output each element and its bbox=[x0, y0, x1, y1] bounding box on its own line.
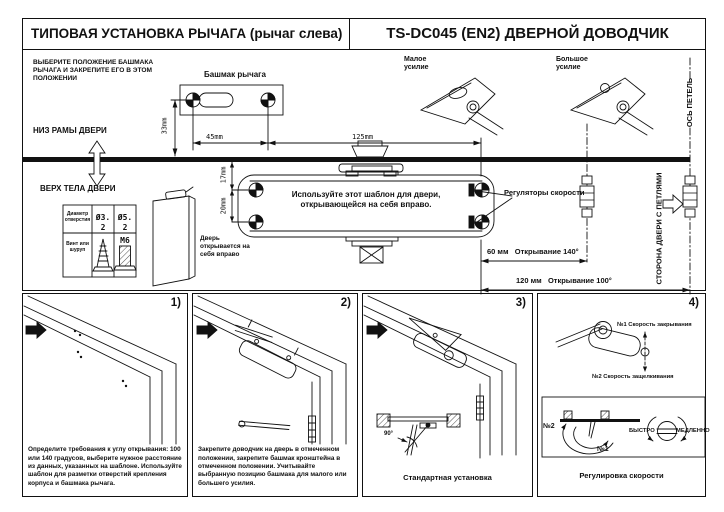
step3-number: 3) bbox=[515, 297, 526, 309]
closing-speed-label: №1 Скорость закрывания bbox=[617, 322, 692, 328]
sheet-title-left: ТИПОВАЯ УСТАНОВКА РЫЧАГА (рычаг слева) bbox=[22, 18, 349, 50]
speed-regulators-label: Регуляторы скорости bbox=[504, 188, 585, 197]
arm-shoe-label: Башмак рычага bbox=[204, 70, 266, 79]
small-force-label: Малое усилие bbox=[404, 56, 429, 72]
step1-text: Определите требования к углу открывания: 100 или 140 градусов, выберите нужное расстояние из данных, указанных на шаблоне. Используйте шаблон для разметки отверстий крепления корпуса и башмака рычага. bbox=[28, 446, 182, 487]
valve-2-label: №2 bbox=[543, 423, 555, 430]
dim-17mm: 17mm bbox=[219, 166, 228, 184]
sheet-title-right: TS-DC045 (EN2) ДВЕРНОЙ ДОВОДЧИК bbox=[349, 18, 706, 50]
hinge-side-label: СТОРОНА ДВЕРИ С ПЕТЛЯМИ bbox=[654, 172, 664, 285]
m6-label: М6 bbox=[120, 236, 130, 245]
hinge-axis-label: ОСЬ ПЕТЕЛЬ bbox=[685, 77, 695, 128]
closer-body-template bbox=[238, 166, 494, 263]
small-force-clamp bbox=[421, 78, 503, 135]
door-sketch bbox=[153, 187, 195, 286]
big-force-clamp bbox=[571, 78, 653, 135]
slow-label: МЕДЛЕННО bbox=[676, 428, 710, 434]
hole-diameter-header: Диаметр отверстия bbox=[64, 211, 91, 224]
step4-speed-adjust-drawing bbox=[542, 322, 705, 458]
screw-header: Винт или шуруп bbox=[66, 241, 89, 254]
template-note: Используйте этот шаблон для двери, открывающейся на себя вправо. bbox=[291, 190, 441, 209]
diameter-5-2: Ø5. 2 bbox=[117, 213, 133, 232]
step3-caption: Стандартная установка bbox=[403, 473, 492, 482]
step2-mounting-drawing bbox=[194, 296, 346, 444]
fast-label: БЫСТРО bbox=[629, 428, 655, 434]
double-arrow-icon bbox=[89, 141, 105, 186]
dimension-lines-body bbox=[232, 162, 248, 222]
diameter-3-2: Ø3. 2 bbox=[95, 213, 111, 232]
opening-100-label: 120 мм Открывание 100° bbox=[516, 276, 612, 285]
latching-speed-label: №2 Скорость защелкивания bbox=[592, 374, 674, 380]
dim-125mm: 125mm bbox=[352, 133, 374, 141]
frame-bottom-label: НИЗ РАМЫ ДВЕРИ bbox=[33, 126, 107, 135]
template-drawing bbox=[22, 58, 705, 458]
step1-frame-drawing bbox=[24, 296, 176, 444]
dim-33mm: 33mm bbox=[160, 117, 169, 135]
dim-20mm: 20mm bbox=[219, 197, 228, 215]
angle-90-label: 90° bbox=[384, 431, 394, 437]
big-force-label: Большое усилие bbox=[556, 56, 588, 72]
opening-140-label: 60 мм Открывание 140° bbox=[487, 247, 579, 256]
step4-number: 4) bbox=[688, 297, 699, 309]
step1-number: 1) bbox=[170, 297, 181, 309]
valve-1-label: №1 bbox=[597, 446, 609, 453]
step2-text: Закрепите доводчик на дверь в отмеченном положении, закрепите башмак кронштейна в отмеченном положении. Учитывайте выбранную позицию башмака для малого или большего усилия. bbox=[198, 446, 347, 487]
step4-caption: Регулировка скорости bbox=[579, 471, 664, 480]
machine-screw-icon bbox=[114, 246, 136, 270]
frame-door-split-bar bbox=[22, 157, 690, 162]
door-opens-label: Дверь открывается на себя вправо bbox=[200, 235, 250, 258]
tapping-screw-icon bbox=[93, 239, 113, 271]
choose-position-note: ВЫБЕРИТЕ ПОЛОЖЕНИЕ БАШМАКА РЫЧАГА И ЗАКРЕПИТЕ ЕГО В ЭТОМ ПОЛОЖЕНИИ bbox=[33, 59, 154, 83]
hinge-side-arrow-icon bbox=[663, 195, 683, 213]
body-top-label: ВЕРХ ТЕЛА ДВЕРИ bbox=[40, 184, 116, 193]
dim-45mm: 45mm bbox=[206, 133, 223, 141]
step2-number: 2) bbox=[340, 297, 351, 309]
